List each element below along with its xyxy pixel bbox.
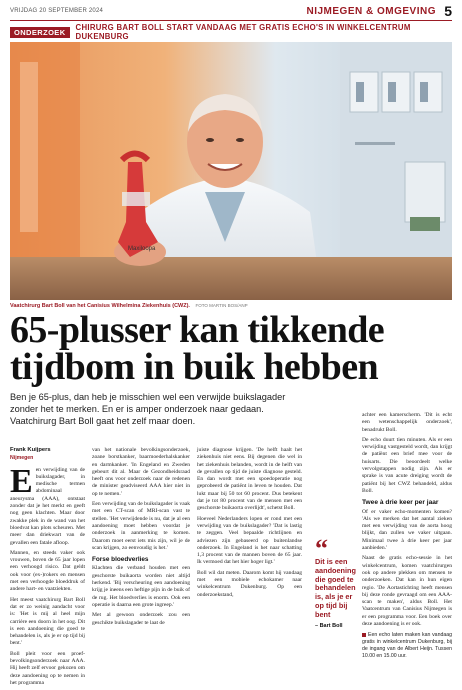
photo-credit: FOTO MARTIN BOS/ANP [195, 303, 248, 308]
issue-date: VRIJDAG 20 SEPTEMBER 2024 [10, 8, 104, 14]
page-number: 5 [444, 3, 452, 19]
paragraph: Naast de gratis echo-sessie in het winkelcentrum, komen vaatchirurgen ook op andere plekken om mensen te onderzoeken. Dat kan in hun eigen regio. 'De Aortastichting heeft mensen bij deze ronde gevraagd om een AAA-scan te maken', aldus Boll. Het Vaatcentrum van Canisius Nijmegen is er een programma voor. Een boek over deze aandoening is er ook. [362, 555, 452, 628]
paragraph: achter een kamerscherm. 'Dit is echt een wetenschappelijk onderzoek', benadrukt Boll. [362, 412, 452, 433]
pull-quote [315, 534, 357, 629]
info-box [362, 632, 452, 659]
article-lead: Ben je 65-plus, dan heb je misschien wel een verwijde buikslagader zonder het te merken. En er is amper onderzoek naar gedaan. Vaatchirurg Bart Boll gaat het zelf maar doen. [10, 392, 286, 426]
paragraph-text: en verwijding van de buikslagader, in medische termen abdominaal aneurysma (AAA), ontstaat zonder dat je het merkt en geeft nog geen klachten. Maar door zwakke plek in de wand van het bloedvat kan plots scheuren. Met meer dan driekwart van de gevallen een fatale afloop. [10, 466, 85, 546]
info-text: Een echo laten maken kan vandaag gratis in winkelcentrum Dukenburg, bij de ingang van de Albert Heijn. Tussen 10.00 en 15.00 uur. [362, 632, 452, 659]
quote-text: Dit is een aandoening die goed te behandelen is, als je er op tijd bij bent [315, 557, 356, 619]
paragraph [10, 462, 85, 547]
dateline: Nijmegen [10, 455, 34, 462]
quote-attribution: – Bart Boll [315, 622, 343, 629]
photo-model-label: Maxiloopa [128, 246, 156, 252]
caption-text: Vaatchirurg Bart Boll van het Canisius Wilhelmina Ziekenhuis (CWZ). [10, 303, 190, 309]
kicker-text: CHIRURG BART BOLL START VANDAAG MET GRATIS ECHO'S IN WINKELCENTRUM DUKENBURG [75, 23, 411, 41]
paragraph: Boll pleit voor een proef-bevolkingsonderzoek naar AAA. Hij heeft zelf ervoor gekozen om deze aandoening op te nemen in het programma [10, 650, 85, 686]
paragraph: De echo duurt tien minuten. Als er een verwijding vastgesteld wordt, dan krijgt de patiënt een brief mee voor de huisarts. Die beoordeelt welke vervolgstappen nodig zijn. Als er sprake is van acute dreiging wordt de patiënt bij het CWZ behandeld, aldus Boll. [362, 436, 452, 494]
kicker-tag: ONDERZOEK [10, 27, 70, 38]
article-column-2 [92, 447, 190, 630]
subheading: Twee à drie keer per jaar [362, 499, 439, 507]
quote-mark-icon: “ [315, 534, 328, 563]
paragraph: Een verwijding van de buikslagader is vaak met een CT-scan of MRI-scan vast te stellen. 'Het verwijdende is nu, dat je al een aandoening moet hebben voordat je onderzoek in aanmerking te komen. Daarom moet eerst iets mis zijn, wil je de scan krijgen, zo eenvoudig is het.' [92, 501, 190, 551]
masthead-rule [10, 20, 452, 21]
author-name: Frank Kuijpers [10, 447, 51, 453]
photo-illustration [10, 42, 452, 300]
article-photo [10, 42, 452, 300]
paragraph: Met al gewoon onderzoek zou een geschikte buikslagader te laat de [92, 612, 190, 626]
article-column-3 [197, 447, 302, 602]
paragraph: juiste diagnose krijgen. 'De helft haalt het ziekenhuis niet eens. Bij degenen die wel in het ziekenhuis belanden, wordt in de helft van de gevallen op tijd de juiste diagnose gesteld. En dan wordt met een spoedoperatie nog geprobeerd de patiënt in leven te houden. Dat lukt maar bij 50 tot 60 procent. Dus betekent dat je tot 80 procent van de mensen met een geschorste buikaorta overlijdt', schetst Boll. [197, 447, 302, 512]
drop-cap: E [10, 462, 33, 500]
paragraph: Mannen, en steeds vaker ook vrouwen, boven de 65 jaar lopen een verhoogd risico. Dat geldt ook voor (ex-)rokers en mensen met een verhoogde bloeddruk of andere hart- en vaatziekten. [10, 549, 85, 593]
bullet-square-icon [362, 633, 366, 637]
paragraph: Boll wil dat meten. Daarom komt hij vandaag met een mobiele echokamer naar winkelcentrum Dukenburg. Op een onderzoekstand, [197, 569, 302, 598]
subheading: Forse bloedverlies [92, 556, 149, 564]
paragraph: Het meest vaatchirurg Bart Boll dat er zo weinig aandacht voor is: 'Het is mij al heel mijn carrière een doorn in het oog. Dit is een aandoening die goed te behandelen is, als je er op tijd bij bent.' [10, 596, 85, 647]
section-title: NIJMEGEN & OMGEVING [306, 6, 436, 17]
paragraph: Hoeveel Nederlanders lopen er rond met een verwijding van de buikslagader? 'Dat is lastig te zeggen. Veel bepaalde richtlijnen en adviezen zijn gebaseerd op buitenlandse onderzoek. In Engeland is het naar schatting 1,3 procent van de mannen boven de 65 jaar. Ik vermoed dat het hier hoger ligt.' [197, 515, 302, 566]
paragraph: Of er vaker echo-momenten komen? 'Als we merken dat het aantal zieken met een verwijding van de aorta hoog blijkt, dan zullen we vaker uitgaan. Minimaal twee à drie keer per jaar aanbieden.' [362, 508, 452, 552]
paragraph: Klachten die verband houden met een geschorste buikaorta worden niet altijd herkend. 'Bij verscheuring een aandoening krijg je ineens een heftige pijn in de buik of de rug. Het bloedverlies is enorm. Ook een operatie is daarna een grote ingreep.' [92, 565, 190, 608]
paragraph: van het nationale bevolkingsonderzoek, zoane borstkanker, baarmoederhalskanker en darmkanker. 'In Engeland en Zweden gebeurt dit al. Maar de Gezondheidsraad heeft ons voor onderzoek naar de redenen de minister geadviseerd AAA hier niet in op te nemen.' [92, 447, 190, 497]
kicker [10, 23, 462, 41]
article-column-1 [10, 447, 85, 690]
article-column-4 [362, 412, 452, 660]
article-headline: 65-plusser kan tikkende tijdbom in buik hebben [10, 309, 385, 388]
